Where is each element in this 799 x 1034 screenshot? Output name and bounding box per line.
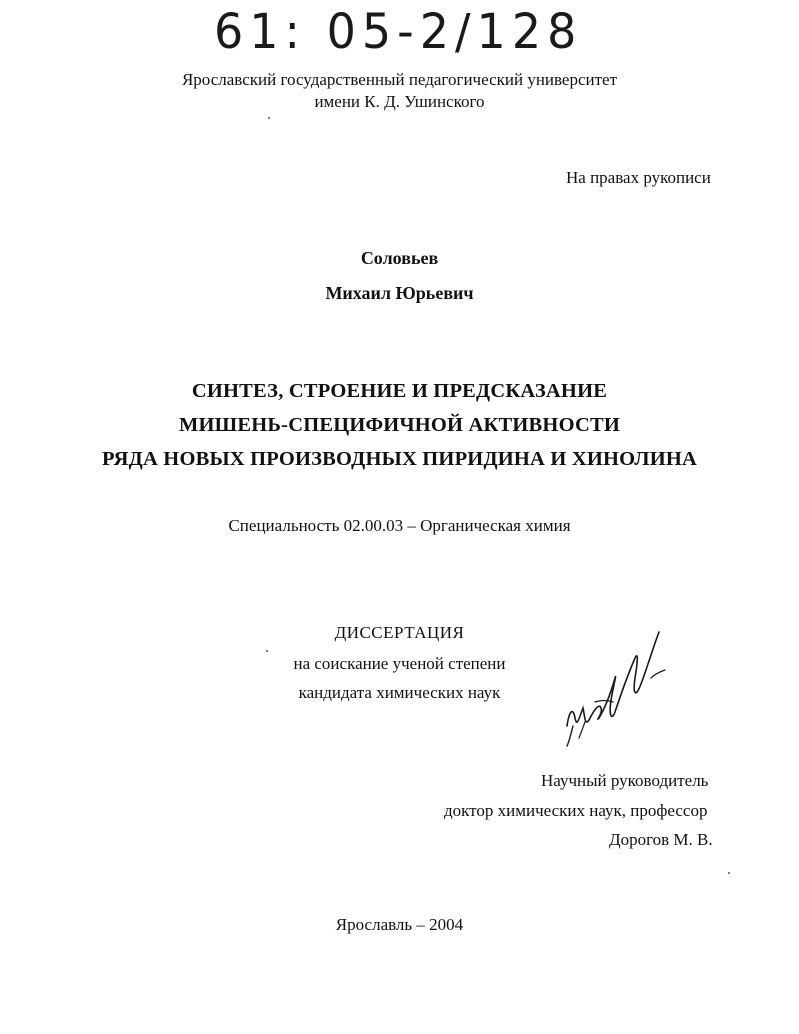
thesis-title-line-3: РЯДА НОВЫХ ПРОИЗВОДНЫХ ПИРИДИНА И ХИНОЛИНА bbox=[101, 448, 698, 470]
supervisor-title: доктор химических наук, профессор bbox=[444, 801, 708, 820]
scan-speck bbox=[728, 872, 730, 874]
handwritten-archive-number: 61: 05-2/128 bbox=[214, 2, 583, 60]
author-given-names: Михаил Юрьевич bbox=[325, 283, 474, 303]
specialty: Специальность 02.00.03 – Органическая химия bbox=[228, 516, 571, 535]
institution-line-2: имени К. Д. Ушинского bbox=[314, 92, 485, 111]
thesis-title-line-1: СИНТЕЗ, СТРОЕНИЕ И ПРЕДСКАЗАНИЕ bbox=[191, 380, 608, 402]
place-year: Ярославль – 2004 bbox=[335, 915, 464, 934]
author-surname: Соловьев bbox=[360, 248, 439, 268]
supervisor-label: Научный руководитель bbox=[541, 771, 709, 790]
dissertation-heading: ДИССЕРТАЦИЯ bbox=[334, 623, 465, 642]
dissertation-degree-line-2: кандидата химических наук bbox=[298, 683, 501, 702]
signature bbox=[555, 622, 675, 752]
supervisor-name: Дорогов М. В. bbox=[609, 830, 713, 849]
dissertation-degree-line-1: на соискание ученой степени bbox=[293, 654, 506, 673]
rights-note: На правах рукописи bbox=[566, 168, 711, 187]
institution-line-1: Ярославский государственный педагогический университет bbox=[181, 70, 618, 89]
scan-speck bbox=[266, 650, 268, 652]
thesis-title-line-2: МИШЕНЬ-СПЕЦИФИЧНОЙ АКТИВНОСТИ bbox=[178, 414, 620, 436]
scan-speck bbox=[268, 117, 270, 119]
